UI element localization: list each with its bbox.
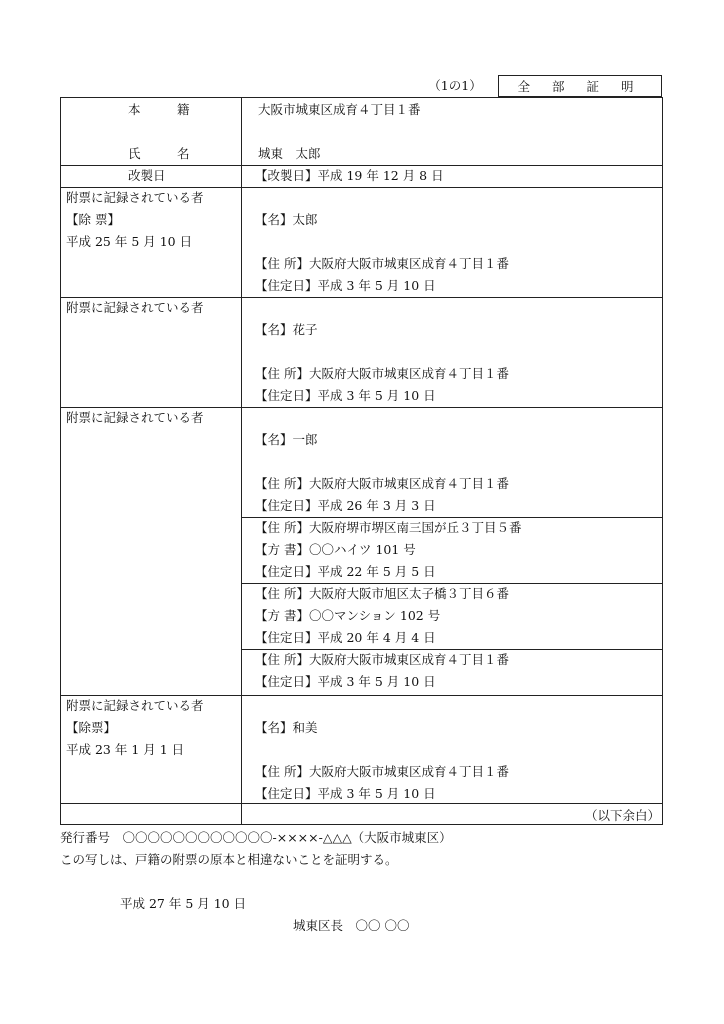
person-name: 【名】一郎 — [255, 432, 318, 447]
person-name: 【名】太郎 — [255, 212, 318, 227]
person-residence-date: 【住定日】平成 3 年 5 月 10 日 — [255, 388, 436, 403]
person-status-date: 平成 25 年 5 月 10 日 — [66, 234, 193, 249]
row-divider — [60, 165, 663, 166]
certificate-type-label: 全 部 証 明 — [517, 79, 643, 94]
person-residence-date: 【住定日】平成 22 年 5 月 5 日 — [255, 564, 436, 579]
kaisei-value: 【改製日】平成 19 年 12 月 8 日 — [255, 168, 444, 183]
row-divider — [60, 803, 663, 804]
honseki-value: 大阪市城東区成育４丁目１番 — [258, 102, 421, 117]
person-address: 【住 所】大阪府堺市堺区南三国が丘３丁目５番 — [255, 520, 522, 535]
column-divider — [241, 97, 242, 825]
honseki-label: 本 籍 — [128, 102, 202, 117]
end-note: （以下余白） — [584, 808, 660, 823]
sub-row-divider — [241, 517, 663, 518]
shimei-label: 氏 名 — [128, 146, 202, 161]
person-name: 【名】花子 — [255, 322, 318, 337]
sub-row-divider — [241, 583, 663, 584]
person-residence-date: 【住定日】平成 3 年 5 月 10 日 — [255, 674, 436, 689]
person-address: 【住 所】大阪府大阪市旭区太子橋３丁目６番 — [255, 586, 509, 601]
kaisei-label: 改製日 — [128, 168, 166, 183]
row-divider — [60, 297, 663, 298]
shimei-value: 城東 太郎 — [258, 146, 321, 161]
person-label: 附票に記録されている者 — [66, 698, 204, 713]
person-label: 附票に記録されている者 — [66, 300, 204, 315]
row-divider — [60, 695, 663, 696]
signer: 城東区長 〇〇 〇〇 — [293, 918, 410, 933]
row-divider — [60, 407, 663, 408]
issue-number: 発行番号 〇〇〇〇〇〇〇〇〇〇〇〇-××××-△△△（大阪市城東区） — [60, 830, 452, 845]
person-address: 【住 所】大阪府大阪市城東区成育４丁目１番 — [255, 366, 509, 381]
person-status-date: 平成 23 年 1 月 1 日 — [66, 742, 185, 757]
person-residence-date: 【住定日】平成 3 年 5 月 10 日 — [255, 786, 436, 801]
person-katagaki: 【方 書】〇〇マンション 102 号 — [255, 608, 441, 623]
page-number: （1の1） — [428, 78, 482, 93]
row-divider — [60, 187, 663, 188]
person-address: 【住 所】大阪府大阪市城東区成育４丁目１番 — [255, 652, 509, 667]
person-address: 【住 所】大阪府大阪市城東区成育４丁目１番 — [255, 764, 509, 779]
person-address: 【住 所】大阪府大阪市城東区成育４丁目１番 — [255, 256, 509, 271]
certification-text: この写しは、戸籍の附票の原本と相違ないことを証明する。 — [60, 852, 398, 867]
person-katagaki: 【方 書】〇〇ハイツ 101 号 — [255, 542, 416, 557]
person-residence-date: 【住定日】平成 20 年 4 月 4 日 — [255, 630, 436, 645]
person-status: 【除 票】 — [66, 212, 120, 227]
person-residence-date: 【住定日】平成 3 年 5 月 10 日 — [255, 278, 436, 293]
person-status: 【除票】 — [66, 720, 117, 735]
certificate-type-box — [498, 75, 662, 97]
person-label: 附票に記録されている者 — [66, 410, 204, 425]
person-label: 附票に記録されている者 — [66, 190, 204, 205]
person-residence-date: 【住定日】平成 26 年 3 月 3 日 — [255, 498, 436, 513]
sub-row-divider — [241, 649, 663, 650]
person-address: 【住 所】大阪府大阪市城東区成育４丁目１番 — [255, 476, 509, 491]
issue-date: 平成 27 年 5 月 10 日 — [120, 896, 247, 911]
certificate-table — [60, 97, 663, 825]
person-name: 【名】和美 — [255, 720, 318, 735]
